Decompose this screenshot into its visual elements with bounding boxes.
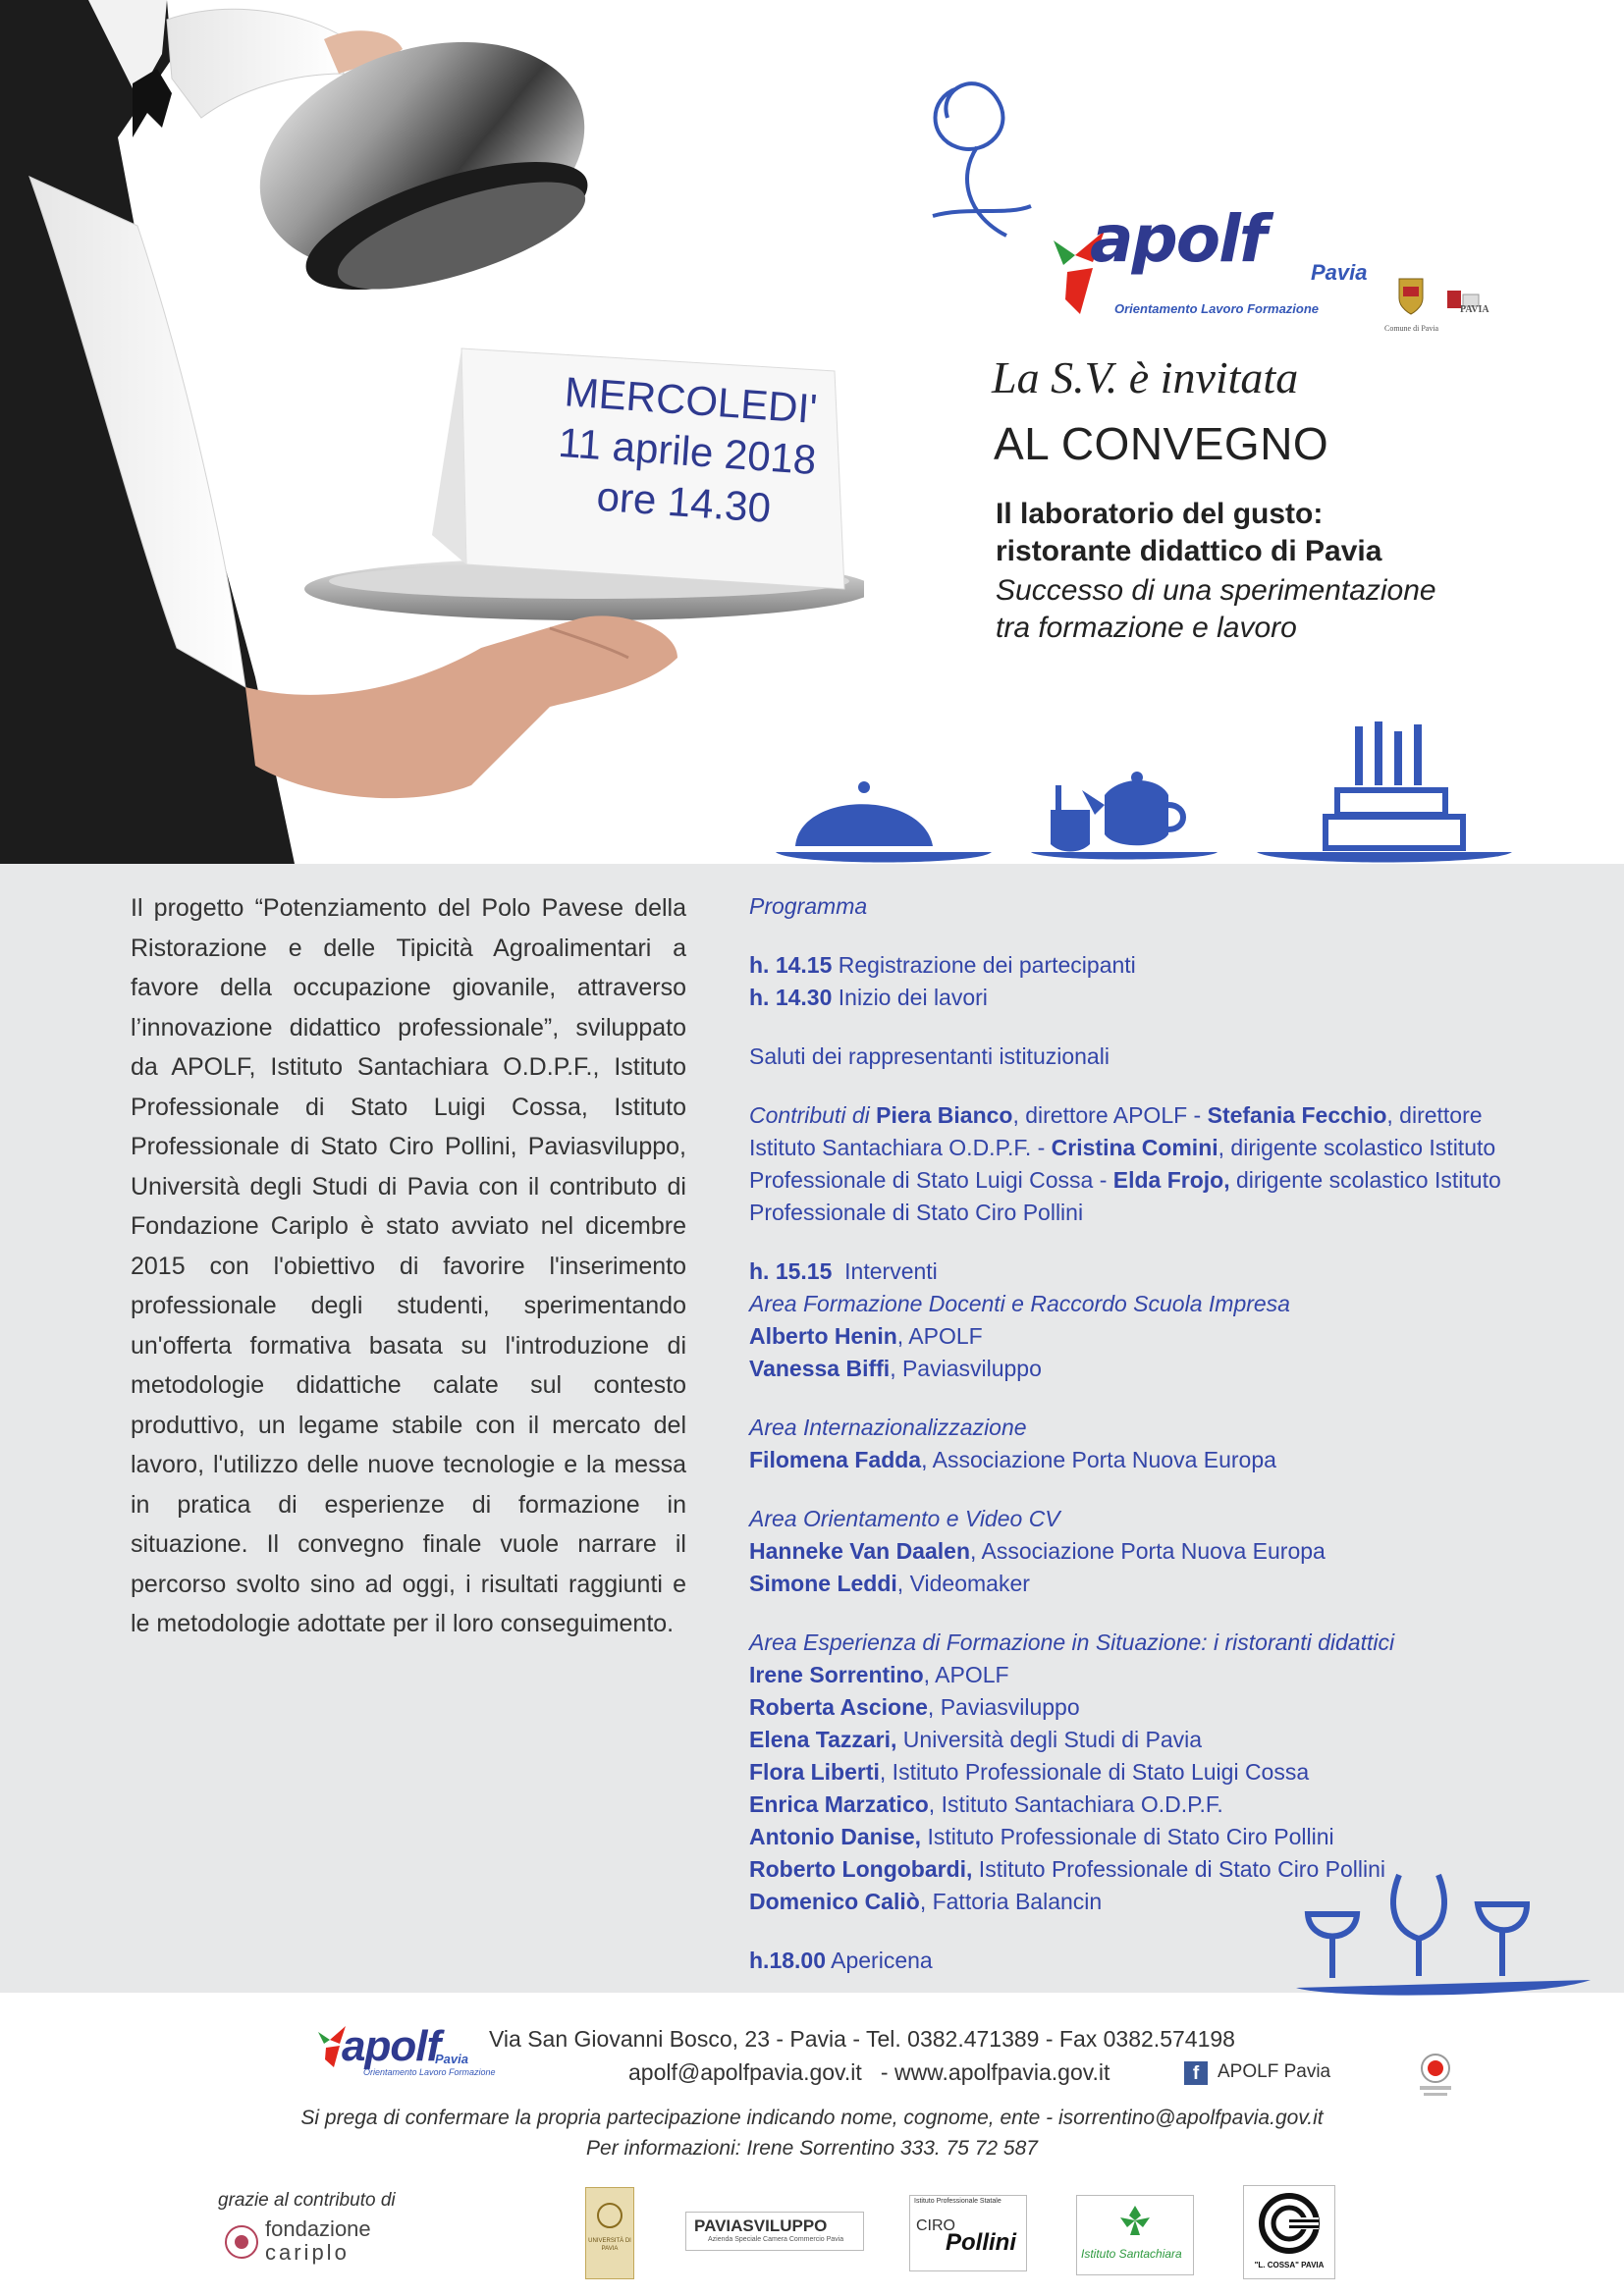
event-type: AL CONVEGNO	[994, 418, 1329, 469]
sponsor-santachiara-name: Istituto Santachiara	[1081, 2247, 1182, 2261]
sponsor-cariplo-line1: fondazione	[265, 2216, 371, 2241]
sponsor-pollini-top: Istituto Professionale Statale	[914, 2198, 1001, 2205]
sponsor-paviasviluppo-sub: Azienda Speciale Camera Commercio Pavia	[708, 2236, 844, 2243]
speaker: Antonio Danise, Istituto Professionale di Stato Ciro Pollini	[749, 1824, 1334, 1849]
birthday-cake-icon	[1257, 721, 1512, 863]
wine-glasses-icon	[1296, 1860, 1591, 1998]
sponsor-pollini-a: CIRO	[916, 2217, 955, 2234]
speaker: Flora Liberti, Istituto Professionale di Stato Luigi Cossa	[749, 1759, 1310, 1785]
conference-subtitle-line2: tra formazione e lavoro	[996, 612, 1297, 644]
logo-city: Pavia	[1311, 260, 1368, 285]
program-item-interventions: h. 15.15 Interventi	[749, 1258, 938, 1284]
project-description	[131, 888, 686, 1644]
sponsor-paviasviluppo	[685, 2212, 864, 2251]
cossa-emblem-icon	[1258, 2192, 1321, 2255]
footer-logo-tagline: Orientamento Lavoro Formazione	[363, 2067, 496, 2077]
event-date-card	[520, 364, 854, 540]
program-item-greetings: Saluti dei rappresentanti istituzionali	[749, 1043, 1110, 1069]
program-list	[749, 890, 1594, 2003]
area-title: Area Orientamento e Video CV	[749, 1506, 1060, 1531]
event-day: MERCOLEDI'	[563, 368, 819, 433]
footer-logo-city: Pavia	[435, 2052, 468, 2066]
comune-pavia-crest-icon	[1391, 275, 1431, 316]
project-description-text: Il progetto “Potenziamento del Polo Pavese della Ristorazione e delle Tipicità Agroalimentari a favore della occupazione giovanile, attraverso l’innovazione didattico professionale”, sviluppato da APOLF, Istituto Santachiara O.D.P.F., Istituto Professionale di Stato Luigi Cossa, Istituto Professionale di Stato Ciro Pollini, Paviasviluppo, Università degli Studi di Pavia con il contributo di Fondazione Cariplo è stato avviato nel dicembre 2015 con l'obiettivo di favorire l'inserimento professionale degli studenti, sperimentando un'offerta formativa basata su l'introduzione di metodologie didattiche calate sul contesto produttivo, un legame stabile con il mercato del lavoro, l'utilizzo delle nuove tecnologie e la messa in pratica di esperienze di formazione in situazione. Il convegno finale vuole narrare il percorso svolto sino ad oggi, i risultati raggiunti e le metodologie adottate per il loro conseguimento.	[131, 894, 686, 1637]
logo-wordmark: apolf	[1090, 201, 1266, 277]
event-date: 11 aprile 2018	[557, 418, 818, 484]
conference-title-line1: Il laboratorio del gusto:	[996, 498, 1324, 530]
rsvp-note: Si prega di confermare la propria partecipazione indicando nome, cognome, ente - isorrentino@apolfpavia.gov.it	[300, 2107, 1324, 2129]
sponsor-santachiara	[1076, 2195, 1194, 2275]
speaker: Filomena Fadda, Associazione Porta Nuova Europa	[749, 1447, 1276, 1472]
logo-tagline: Orientamento Lavoro Formazione	[1114, 301, 1320, 316]
speaker: Enrica Marzatico, Istituto Santachiara O.D.P.F.	[749, 1791, 1223, 1817]
program-item-registration: h. 14.15 Registrazione dei partecipanti	[749, 952, 1136, 978]
sponsor-ciro-pollini	[909, 2195, 1027, 2271]
facebook-link[interactable]: APOLF Pavia	[1218, 2061, 1331, 2082]
speaker: Roberto Longobardi, Istituto Professionale di Stato Ciro Pollini	[749, 1856, 1386, 1882]
area-title: Area Internazionalizzazione	[749, 1415, 1027, 1440]
speaker: Roberta Ascione, Paviasviluppo	[749, 1694, 1080, 1720]
santachiara-leaf-icon	[1116, 2202, 1154, 2239]
teapot-icon	[1031, 772, 1218, 860]
conference-subtitle-line1: Successo di una sperimentazione	[996, 574, 1436, 607]
area-title: Area Formazione Docenti e Raccordo Scuola Impresa	[749, 1291, 1290, 1316]
footer-logo-wordmark: apolf	[342, 2022, 441, 2070]
facebook-icon[interactable]: f	[1184, 2061, 1208, 2085]
program-item-apericena: h.18.00 Apericena	[749, 1948, 933, 1973]
apolf-monogram-icon	[918, 69, 1036, 245]
sponsors-label: grazie al contributo di	[218, 2190, 396, 2211]
program-heading: Programma	[749, 893, 868, 919]
sponsor-cossa-name: "L. COSSA" PAVIA	[1254, 2261, 1325, 2269]
contact-email-web[interactable]: apolf@apolfpavia.gov.it - www.apolfpavia.gov.it	[628, 2059, 1110, 2085]
university-seal-icon	[596, 2202, 623, 2229]
program-area-teachers	[749, 1255, 1594, 1385]
program-contributions: Contributi di Piera Bianco, direttore APOLF - Stefania Fecchio, direttore Istituto Santachiara O.D.P.F. - Cristina Comini, dirigente scolastico Istituto Professionale di Stato Luigi Cossa - Elda Frojo, dirigente scolastico Istituto Professionale di Stato Ciro Pollini	[749, 1102, 1501, 1225]
event-time: ore 14.30	[595, 472, 773, 532]
sponsor-universita-pavia	[585, 2187, 634, 2279]
cariplo-emblem-icon	[224, 2224, 259, 2260]
speaker: Elena Tazzari, Università degli Studi di Pavia	[749, 1727, 1203, 1752]
conference-title	[996, 496, 1381, 570]
conference-title-line2: ristorante didattico di Pavia	[996, 535, 1382, 567]
partner-caption-comune: Comune di Pavia	[1384, 324, 1439, 333]
invite-line: La S.V. è invitata	[992, 352, 1299, 402]
sponsor-cariplo-line2: cariplo	[265, 2240, 350, 2265]
program-area-international	[749, 1412, 1594, 1476]
conference-subtitle	[996, 572, 1436, 647]
speaker: Alberto Henin, APOLF	[749, 1323, 983, 1349]
speaker: Domenico Caliò, Fattoria Balancin	[749, 1889, 1103, 1914]
quality-certification-icon	[1406, 2047, 1465, 2106]
partner-caption-provincia: PAVIA	[1460, 304, 1489, 315]
speaker: Hanneke Van Daalen, Associazione Porta Nuova Europa	[749, 1538, 1326, 1564]
sponsor-pollini-b: Pollini	[946, 2229, 1016, 2256]
restaurant-icons-band	[766, 707, 1512, 864]
program-area-orientation	[749, 1503, 1594, 1600]
speaker: Irene Sorrentino, APOLF	[749, 1662, 1009, 1687]
speaker: Simone Leddi, Videomaker	[749, 1571, 1030, 1596]
cloche-icon	[776, 781, 992, 863]
sponsor-paviasviluppo-name: PAVIASVILUPPO	[694, 2216, 828, 2235]
sponsor-cossa	[1243, 2185, 1335, 2279]
area-title: Area Esperienza di Formazione in Situazione: i ristoranti didattici	[749, 1629, 1395, 1655]
sponsor-unipv-label: UNIVERSITÀ DI PAVIA	[588, 2238, 631, 2252]
program-item-start: h. 14.30 Inizio dei lavori	[749, 985, 988, 1010]
info-contact: Per informazioni: Irene Sorrentino 333. 75 72 587	[586, 2137, 1038, 2160]
speaker: Vanessa Biffi, Paviasviluppo	[749, 1356, 1042, 1381]
contact-address: Via San Giovanni Bosco, 23 - Pavia - Tel. 0382.471389 - Fax 0382.574198	[489, 2026, 1235, 2052]
